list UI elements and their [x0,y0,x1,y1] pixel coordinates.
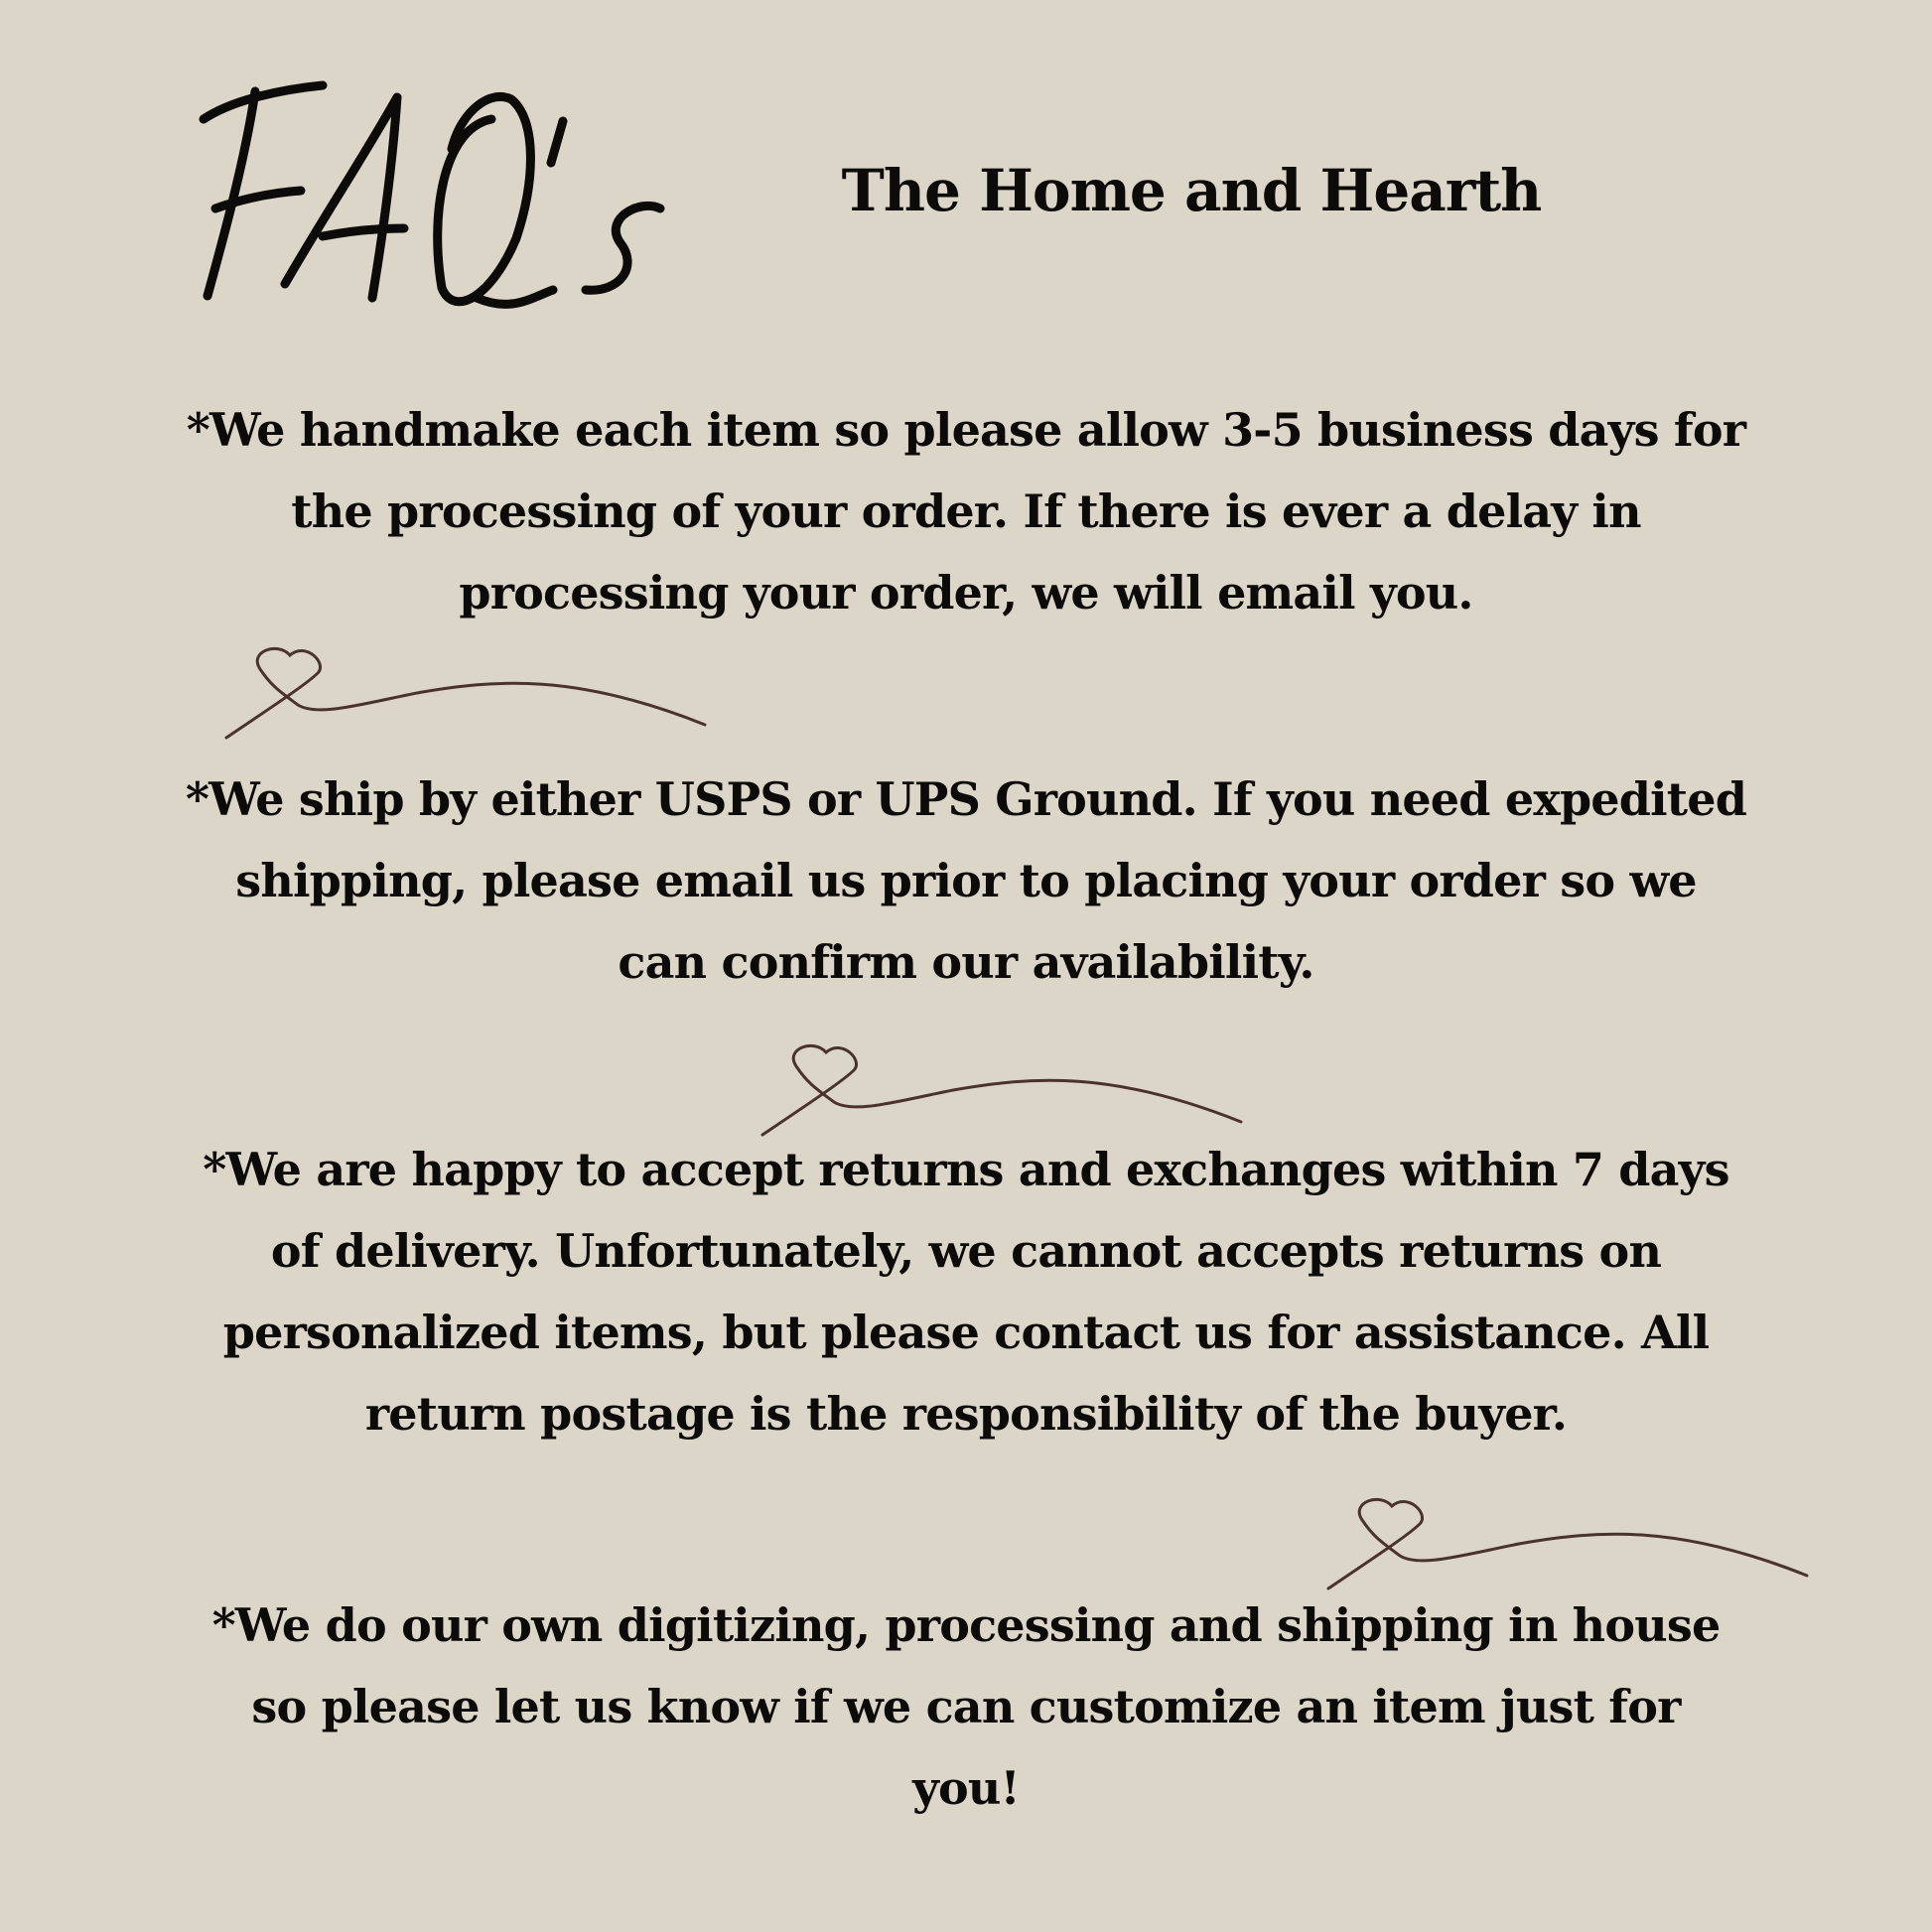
faq-item-processing-time: *We handmake each item so please allow 3-5 business days for the processing of your order. If there is ever a delay in processing your order, we will email you. [186,403,1746,620]
faq-script-title [194,60,710,338]
faq-item-returns: *We are happy to accept returns and exchanges within 7 days of delivery. Unfortunately, we cannot accepts returns on personalized items, but please contact us for assistance. All return postage is the responsibility of the buyer. [203,1143,1729,1441]
faq-item-customization: *We do our own digitizing, processing and shipping in house so please let us know if we can customize an item just for you! [211,1598,1721,1815]
brand-name: The Home and Hearth [841,157,1542,224]
faq-item-shipping: *We ship by either USPS or UPS Ground. If you need expedited shipping, please email us prior to placing your order so we can confirm our availability. [185,772,1747,989]
heart-swash-divider-icon [218,643,735,753]
